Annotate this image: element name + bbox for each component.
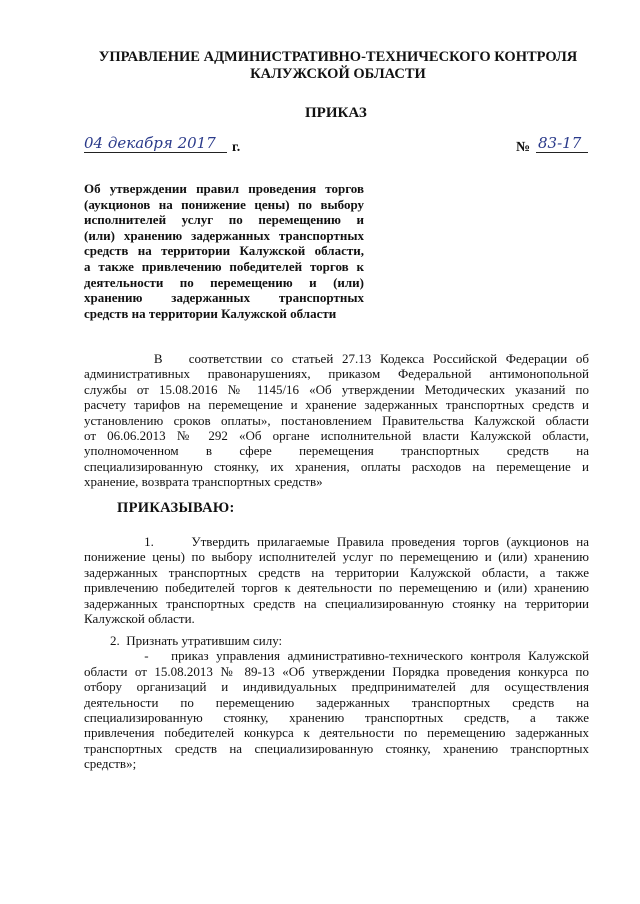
preamble-line: специализированную стоянку, их хранения, оплаты расходов на перемещение и: [84, 458, 589, 474]
subject-line: исполнителей услуг по перемещению и: [84, 212, 364, 228]
subject-line: средств на территории Калужской области: [84, 305, 337, 321]
item-2-line: деятельности по перемещению задержанных транспортных средств на: [84, 694, 589, 710]
preamble-paragraph: [84, 351, 589, 490]
document-type-title: ПРИКАЗ: [305, 105, 367, 121]
item-2-line: 2. Признать утратившим силу:: [84, 633, 283, 648]
date-year-suffix: г.: [232, 140, 241, 155]
item-1-line: 1. Утвердить прилагаемые Правила проведения торгов (аукционов на: [84, 534, 589, 549]
organization-name: [88, 49, 588, 83]
item-2-line: средств»;: [84, 756, 137, 772]
subject-line: деятельности по перемещению и (или): [84, 274, 364, 290]
order-heading: ПРИКАЗЫВАЮ:: [117, 500, 235, 516]
subject-line: (или) хранению задержанных транспортных: [84, 227, 364, 243]
subject-line: Об утверждении правил проведения торгов: [84, 181, 364, 196]
subject-line: а также привлечению победителей торгов к: [84, 258, 364, 274]
subject-line: (аукционов на понижение цены) по выбору: [84, 196, 364, 212]
item-1-line: привлечению победителей торгов к деятельности по перемещению и (или) хранению: [84, 580, 589, 596]
order-subject: [84, 181, 364, 321]
preamble-line: административных правонарушениях, приказом Федеральной антимонопольной: [84, 366, 589, 382]
preamble-line: В соответствии со статьей 27.13 Кодекса Российской Федерации об: [84, 351, 589, 366]
item-2-line: транспортных средств на специализированную стоянку, хранению транспортных: [84, 740, 589, 756]
organization-name-line-2: КАЛУЖСКОЙ ОБЛАСТИ: [250, 66, 426, 82]
item-2-line: отбору организаций и индивидуальных предпринимателей для осуществления: [84, 679, 589, 695]
number-underline: [536, 152, 588, 153]
number-label: №: [516, 140, 531, 155]
item-1-line: понижение цены) по выбору исполнителей услуг по перемещению и (или) хранению: [84, 549, 589, 565]
subject-line: хранению задержанных транспортных: [84, 290, 364, 306]
item-2-line: привлечения победителей конкурса к деятельности по перемещению задержанных: [84, 725, 589, 741]
item-2-line: - приказ управления административно-технического контроля Калужской: [84, 648, 589, 664]
item-1-line: задержанных транспортных средств на территории Калужской области, а также: [84, 564, 589, 580]
item-2-line: области от 15.08.2013 № 89-13 «Об утверждении Порядка проведения конкурса по: [84, 663, 589, 679]
item-1-line: Калужской области.: [84, 611, 195, 627]
preamble-line: расчету тарифов на перемещение и хранение задержанных транспортных средств и: [84, 397, 589, 413]
item-2-line: специализированную стоянку, хранению транспортных средств, а также: [84, 710, 589, 726]
subject-line: средств на территории Калужской области,: [84, 243, 364, 259]
date-number-row: [84, 134, 589, 160]
preamble-line: службы от 15.08.2016 № 1145/16 «Об утверждении Методических указаний по: [84, 381, 589, 397]
preamble-line: хранение, возврата транспортных средств»: [84, 474, 323, 490]
preamble-line: уполномоченном в сфере перемещения транспортных средств на: [84, 443, 589, 459]
item-1-line: задержанных транспортных средств на специализированную стоянку на территории: [84, 595, 589, 611]
date-underline: [84, 152, 227, 153]
preamble-line: установлению сроков оплаты», постановлением Правительства Калужской области: [84, 412, 589, 428]
organization-name-line-1: УПРАВЛЕНИЕ АДМИНИСТРАТИВНО-ТЕХНИЧЕСКОГО КОНТРОЛЯ: [98, 49, 578, 65]
order-item-1: [84, 534, 589, 626]
order-item-2: [84, 633, 589, 772]
handwritten-number: 83-17: [538, 134, 582, 152]
preamble-line: от 06.06.2013 № 292 «Об органе исполнительной власти Калужской области,: [84, 428, 589, 444]
handwritten-date: 04 декабря 2017: [84, 134, 216, 152]
